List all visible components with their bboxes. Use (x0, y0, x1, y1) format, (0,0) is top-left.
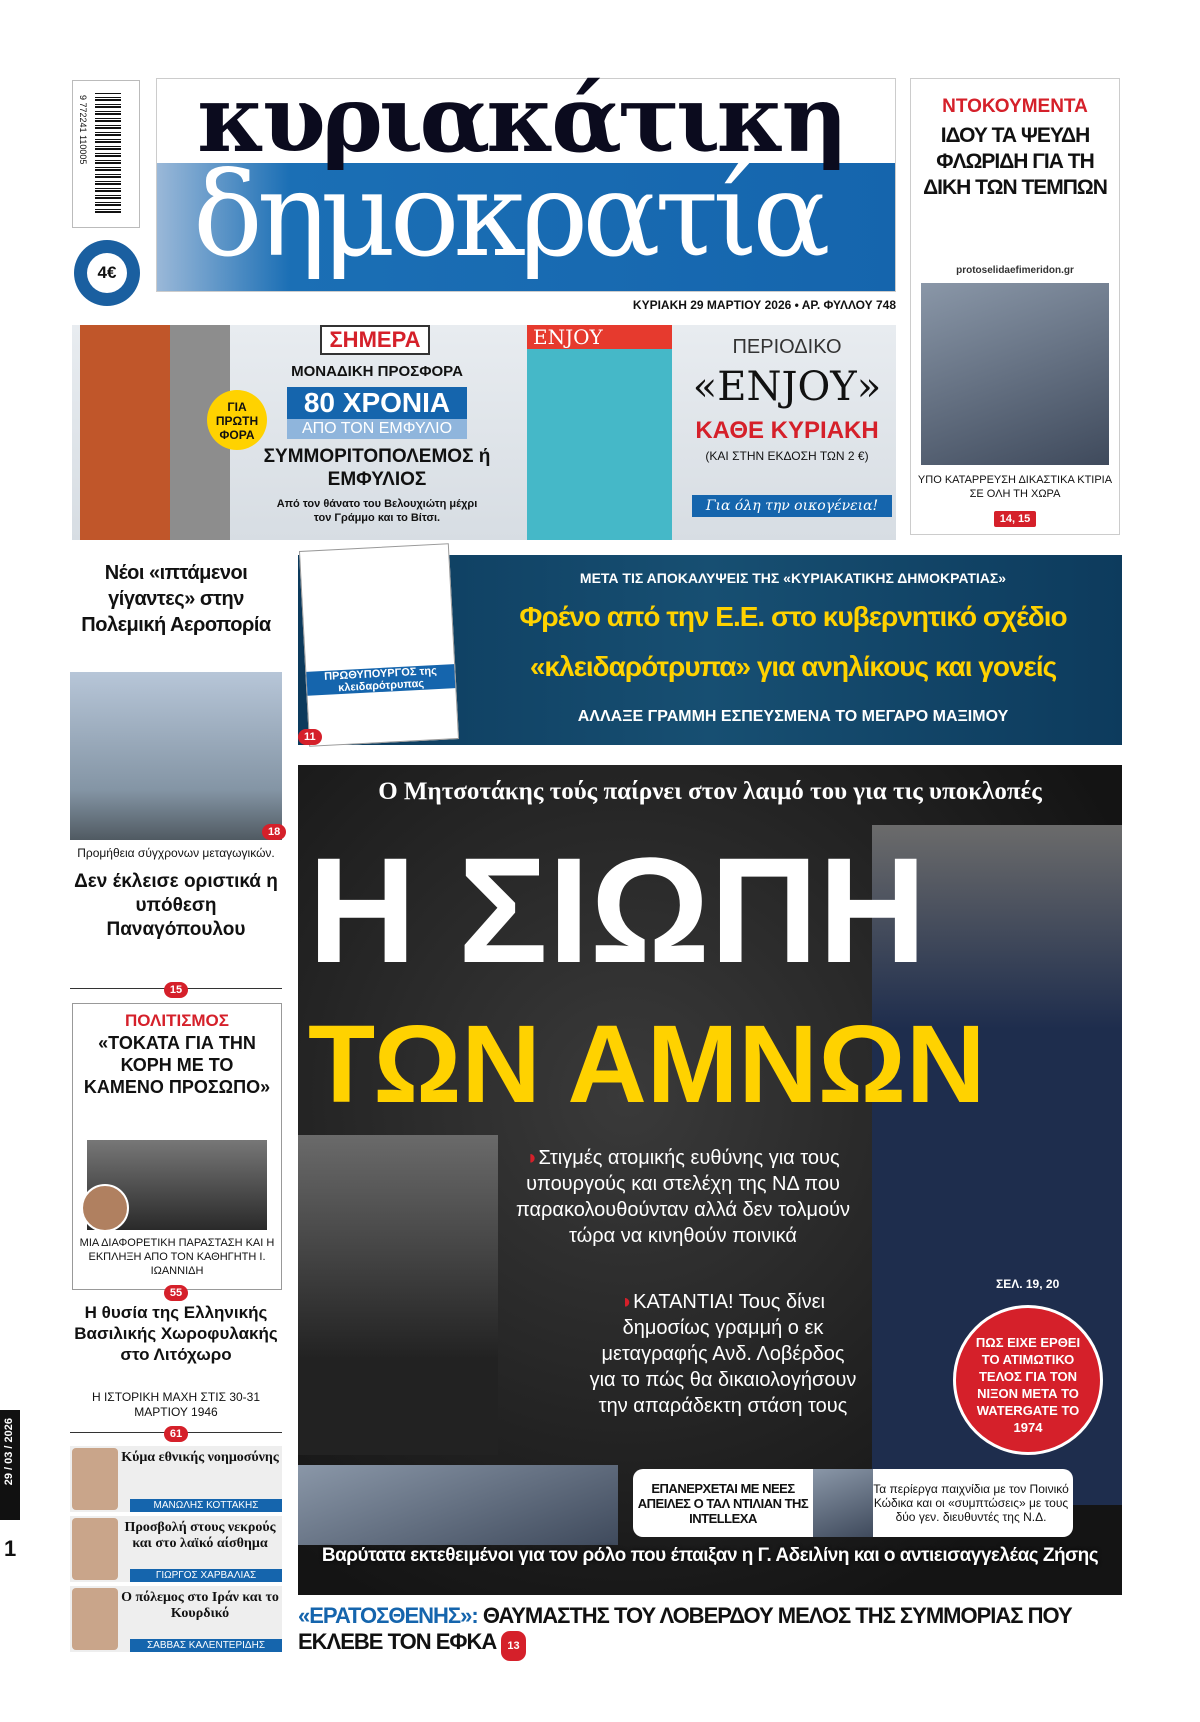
page-ref: ΣΕΛ. 19, 20 (996, 1277, 1060, 1291)
book-sub: Από τον θάνατο του Βελουχιώτη μέχρι τον Γράμμο και το Βίτσι. (276, 498, 478, 524)
bullet-1: ◗Στιγμές ατομικής ευθύνης για τους υπουργούς και στελέχη της ΝΔ που παρακολουθούνταν αλλά δεν τολμούν τώρα να κινηθούν ποινικά (515, 1147, 851, 1247)
page-ref: 14, 15 (994, 511, 1037, 527)
barcode-number: 9 772241 110005 (78, 95, 88, 165)
intellexa-box (633, 1469, 1073, 1537)
column-item[interactable] (70, 1516, 282, 1582)
masthead-line2: δημοκρατία (193, 148, 825, 283)
bottom-headline (298, 1603, 1122, 1661)
kicker: ΠΟΛΙΤΙΣΜΟΣ (124, 1011, 229, 1030)
left-item1-caption: Προμήθεια σύγχρονων μεταγωγικών. (77, 846, 275, 860)
magazine-slogan: Για όλη την οικογένεια! (692, 495, 892, 517)
courtroom-photo (921, 283, 1109, 465)
magazine-name: «ENJOY» (692, 364, 882, 410)
masthead (156, 65, 896, 292)
caption: ΥΠΟ ΚΑΤΑΡΡΕΥΣΗ ΔΙΚΑΣΤΙΚΑ ΚΤΙΡΙΑ ΣΕ ΟΛΗ ΤΗ ΧΩΡΑ (917, 474, 1113, 500)
caption: ΜΙΑ ΔΙΑΦΟΡΕΤΙΚΗ ΠΑΡΑΣΤΑΣΗ ΚΑΙ Η ΕΚΠΛΗΞΗ ΑΠΟ ΤΟΝ ΚΑΘΗΓΗΤΗ Ι. ΙΩΑΝΝΙΔΗ (79, 1237, 275, 1277)
nixon-circle: ΠΩΣ ΕΙΧΕ ΕΡΘΕΙ ΤΟ ΑΤΙΜΩΤΙΚΟ ΤΕΛΟΣ ΓΙΑ ΤΟΝ ΝΙΞΟΝ ΜΕΤΑ ΤΟ WATERGATE ΤΟ 1974 (953, 1305, 1103, 1455)
headline: ΘΑΥΜΑΣΤΗΣ ΤΟΥ ΛΟΒΕΡΔΟΥ ΜΕΛΟΣ ΤΗΣ ΣΥΜΜΟΡΙΑΣ ΠΟΥ ΕΚΛΕΒΕ ΤΟΝ ΕΦΚΑ (298, 1603, 1072, 1654)
book-cover (80, 325, 230, 540)
headline: «ΤΟΚΑΤΑ ΓΙΑ ΤΗΝ ΚΟΡΗ ΜΕ ΤΟ ΚΑΜΕΝΟ ΠΡΟΣΩΠΟ» (83, 1033, 271, 1097)
column-title: Κύμα εθνικής νοημοσύνης (121, 1450, 279, 1465)
previous-issue-thumbnail (299, 543, 459, 747)
book-title: ΣΥΜΜΟΡΙΤΟΠΟΛΕΜΟΣ ή ΕΜΦΥΛΙΟΣ (263, 446, 491, 490)
kicker: ΜΕΤΑ ΤΙΣ ΑΠΟΚΑΛΥΨΕΙΣ ΤΗΣ «ΚΥΡΙΑΚΑΤΙΚΗΣ ΔΗΜΟΚΡΑΤΙΑΣ» (579, 570, 1007, 586)
page-ref: 11 (298, 729, 322, 745)
box-right: Τα περίεργα παιχνίδια με τον Ποινικό Κώδικα και οι «συμπτώσεις» με τους δύο γεν. διευθυντές της Ν.Δ. (873, 1482, 1069, 1524)
column-author: ΣΑΒΒΑΣ ΚΑΛΕΝΤΕΡΙΔΗΣ (130, 1639, 282, 1652)
page-ref: 55 (164, 1285, 188, 1301)
column-author: ΓΙΩΡΓΟΣ ΧΑΡΒΑΛΙΑΣ (130, 1569, 282, 1582)
page-ref: 15 (164, 982, 188, 998)
barcode (72, 80, 140, 228)
plane-photo (70, 672, 282, 840)
magazine-label: ΠΕΡΙΟΔΙΚΟ (732, 336, 842, 358)
edge-date-tab (0, 1410, 20, 1520)
thumb-headline: ΠΡΩΘΥΠΟΥΡΓΟΣ της κλειδαρότρυπας (306, 664, 455, 696)
magazine-note: (ΚΑΙ ΣΤΗΝ ΕΚΔΟΣΗ ΤΩΝ 2 €) (705, 449, 869, 463)
banner-story (298, 555, 1122, 745)
left-item4-sub: Η ΙΣΤΟΡΙΚΗ ΜΑΧΗ ΣΤΙΣ 30-31 ΜΑΡΤΙΟΥ 1946 (91, 1390, 261, 1419)
page-ref: 61 (164, 1426, 188, 1442)
watermark: protoselidaefimeridon.gr (956, 265, 1074, 276)
left-item2-headline: Δεν έκλεισε οριστικά η υπόθεση Παναγόπουλου (74, 871, 278, 940)
promo-strip (72, 325, 896, 540)
page-ref: 13 (501, 1631, 525, 1661)
years-sub: ΑΠΟ ΤΟΝ ΕΜΦΥΛΙΟ (287, 419, 467, 439)
box-left: ΕΠΑΝΕΡΧΕΤΑΙ ΜΕ ΝΕΕΣ ΑΠΕΙΛΕΣ Ο ΤΑΛ ΝΤΙΛΙΑΝ ΤΗΣ INTELLEXA (637, 1480, 809, 1526)
bullet-1-text: Στιγμές ατομικής ευθύνης για τους υπουργούς και στελέχη της ΝΔ που παρακολουθούνταν αλλά δεν τολμούν τώρα να κινηθούν ποινικά (515, 1147, 851, 1247)
price-badge (74, 240, 140, 306)
left-item1-headline: Νέοι «ιπτάμενοι γίγαντες» στην Πολεμική Αεροπορία (81, 562, 271, 636)
right-box (910, 78, 1120, 535)
columnist-photo (72, 1588, 118, 1650)
offer: ΜΟΝΑΔΙΚΗ ΠΡΟΣΦΟΡΑ (291, 363, 463, 380)
column-item[interactable] (70, 1586, 282, 1652)
column-title: Ο πόλεμος στο Ιράν και το Κουρδικό (121, 1590, 279, 1621)
culture-box (72, 1003, 282, 1290)
price: 4€ (87, 253, 127, 293)
date-line: ΚΥΡΙΑΚΗ 29 ΜΑΡΤΙΟΥ 2026 • ΑΡ. ΦΥΛΛΟΥ 748 (632, 298, 896, 312)
kicker: «ΕΡΑΤΟΣΘΕΝΗΣ»: (298, 1603, 478, 1628)
dilian-photo (813, 1469, 873, 1537)
loverdos-photo (298, 1135, 498, 1455)
page-number: 1 (4, 1536, 17, 1561)
headline-line2: «κλειδαρότρυπα» για ανηλίκους και γονείς (529, 651, 1057, 682)
columnist-photo (72, 1518, 118, 1580)
masthead-line1: κυριακάτικη (197, 65, 845, 173)
kicker: ΝΤΟΚΟΥΜΕΝΤΑ (942, 96, 1088, 117)
bullet-2: ◗ΚΑΤΑΝΤΙΑ! Τους δίνει δημοσίως γραμμή ο εκ μεταγραφής Ανδ. Λοβέρδος για το πώς θα δικαιολογήσουν την απαράδεκτη στάση τους (589, 1291, 857, 1417)
columnist-photo (72, 1448, 118, 1510)
subheadline: ΑΛΛΑΞΕ ΓΡΑΜΜΗ ΕΣΠΕΥΣΜΕΝΑ ΤΟ ΜΕΓΑΡΟ ΜΑΞΙΜΟΥ (577, 708, 1009, 725)
headline-line1: Φρένο από την Ε.Ε. στο κυβερνητικό σχέδιο (519, 601, 1067, 632)
column-item[interactable] (70, 1446, 282, 1512)
headline: ΙΔΟΥ ΤΑ ΨΕΥΔΗ ΦΛΩΡΙΔΗ ΓΙΑ ΤΗ ΔΙΚΗ ΤΩΝ ΤΕΜΠΩΝ (923, 124, 1107, 199)
main-title-line2: ΤΩΝ ΑΜΝΩΝ (308, 1003, 986, 1126)
bottom-caption: Βαρύτατα εκτεθειμένοι για τον ρόλο που έπαιξαν η Γ. Αδειλίνη και ο αντιεισαγγελέας Ζήσης (321, 1545, 1099, 1566)
years: 80 ΧΡΟΝΙΑ (287, 387, 467, 419)
magazine-cover (527, 325, 672, 540)
main-story (298, 765, 1122, 1595)
column-author: ΜΑΝΩΛΗΣ ΚΟΤΤΑΚΗΣ (130, 1499, 282, 1512)
column-title: Προσβολή στους νεκρούς και στο λαϊκό αίσθημα (124, 1520, 276, 1551)
ioannidis-avatar (81, 1184, 129, 1232)
main-title-line1: Η ΣΙΩΠΗ (308, 826, 927, 994)
overline: Ο Μητσοτάκης τούς παίρνει στον λαιμό του για τις υποκλοπές (378, 778, 1042, 805)
first-time-badge: ΓΙΑ ΠΡΩΤΗ ΦΟΡΑ (207, 390, 267, 450)
bullet-2-text: ΚΑΤΑΝΤΙΑ! Τους δίνει δημοσίως γραμμή ο εκ μεταγραφής Ανδ. Λοβέρδος για το πώς θα δικαιολογήσουν την απαράδεκτη στάση τους (589, 1291, 857, 1417)
edge-date: 29 / 03 / 2026 (3, 1418, 15, 1486)
left-item4-headline: Η θυσία της Ελληνικής Βασιλικής Χωροφυλακής στο Λιτόχωρο (74, 1303, 278, 1364)
today-label: ΣΗΜΕΡΑ (320, 325, 430, 355)
page-ref: 18 (262, 824, 286, 840)
ministers-photo (298, 1465, 618, 1545)
magazine-logo: ENJOY (533, 325, 603, 349)
magazine-when: ΚΑΘΕ ΚΥΡΙΑΚΗ (695, 417, 879, 444)
opinion-columns (70, 1446, 282, 1656)
